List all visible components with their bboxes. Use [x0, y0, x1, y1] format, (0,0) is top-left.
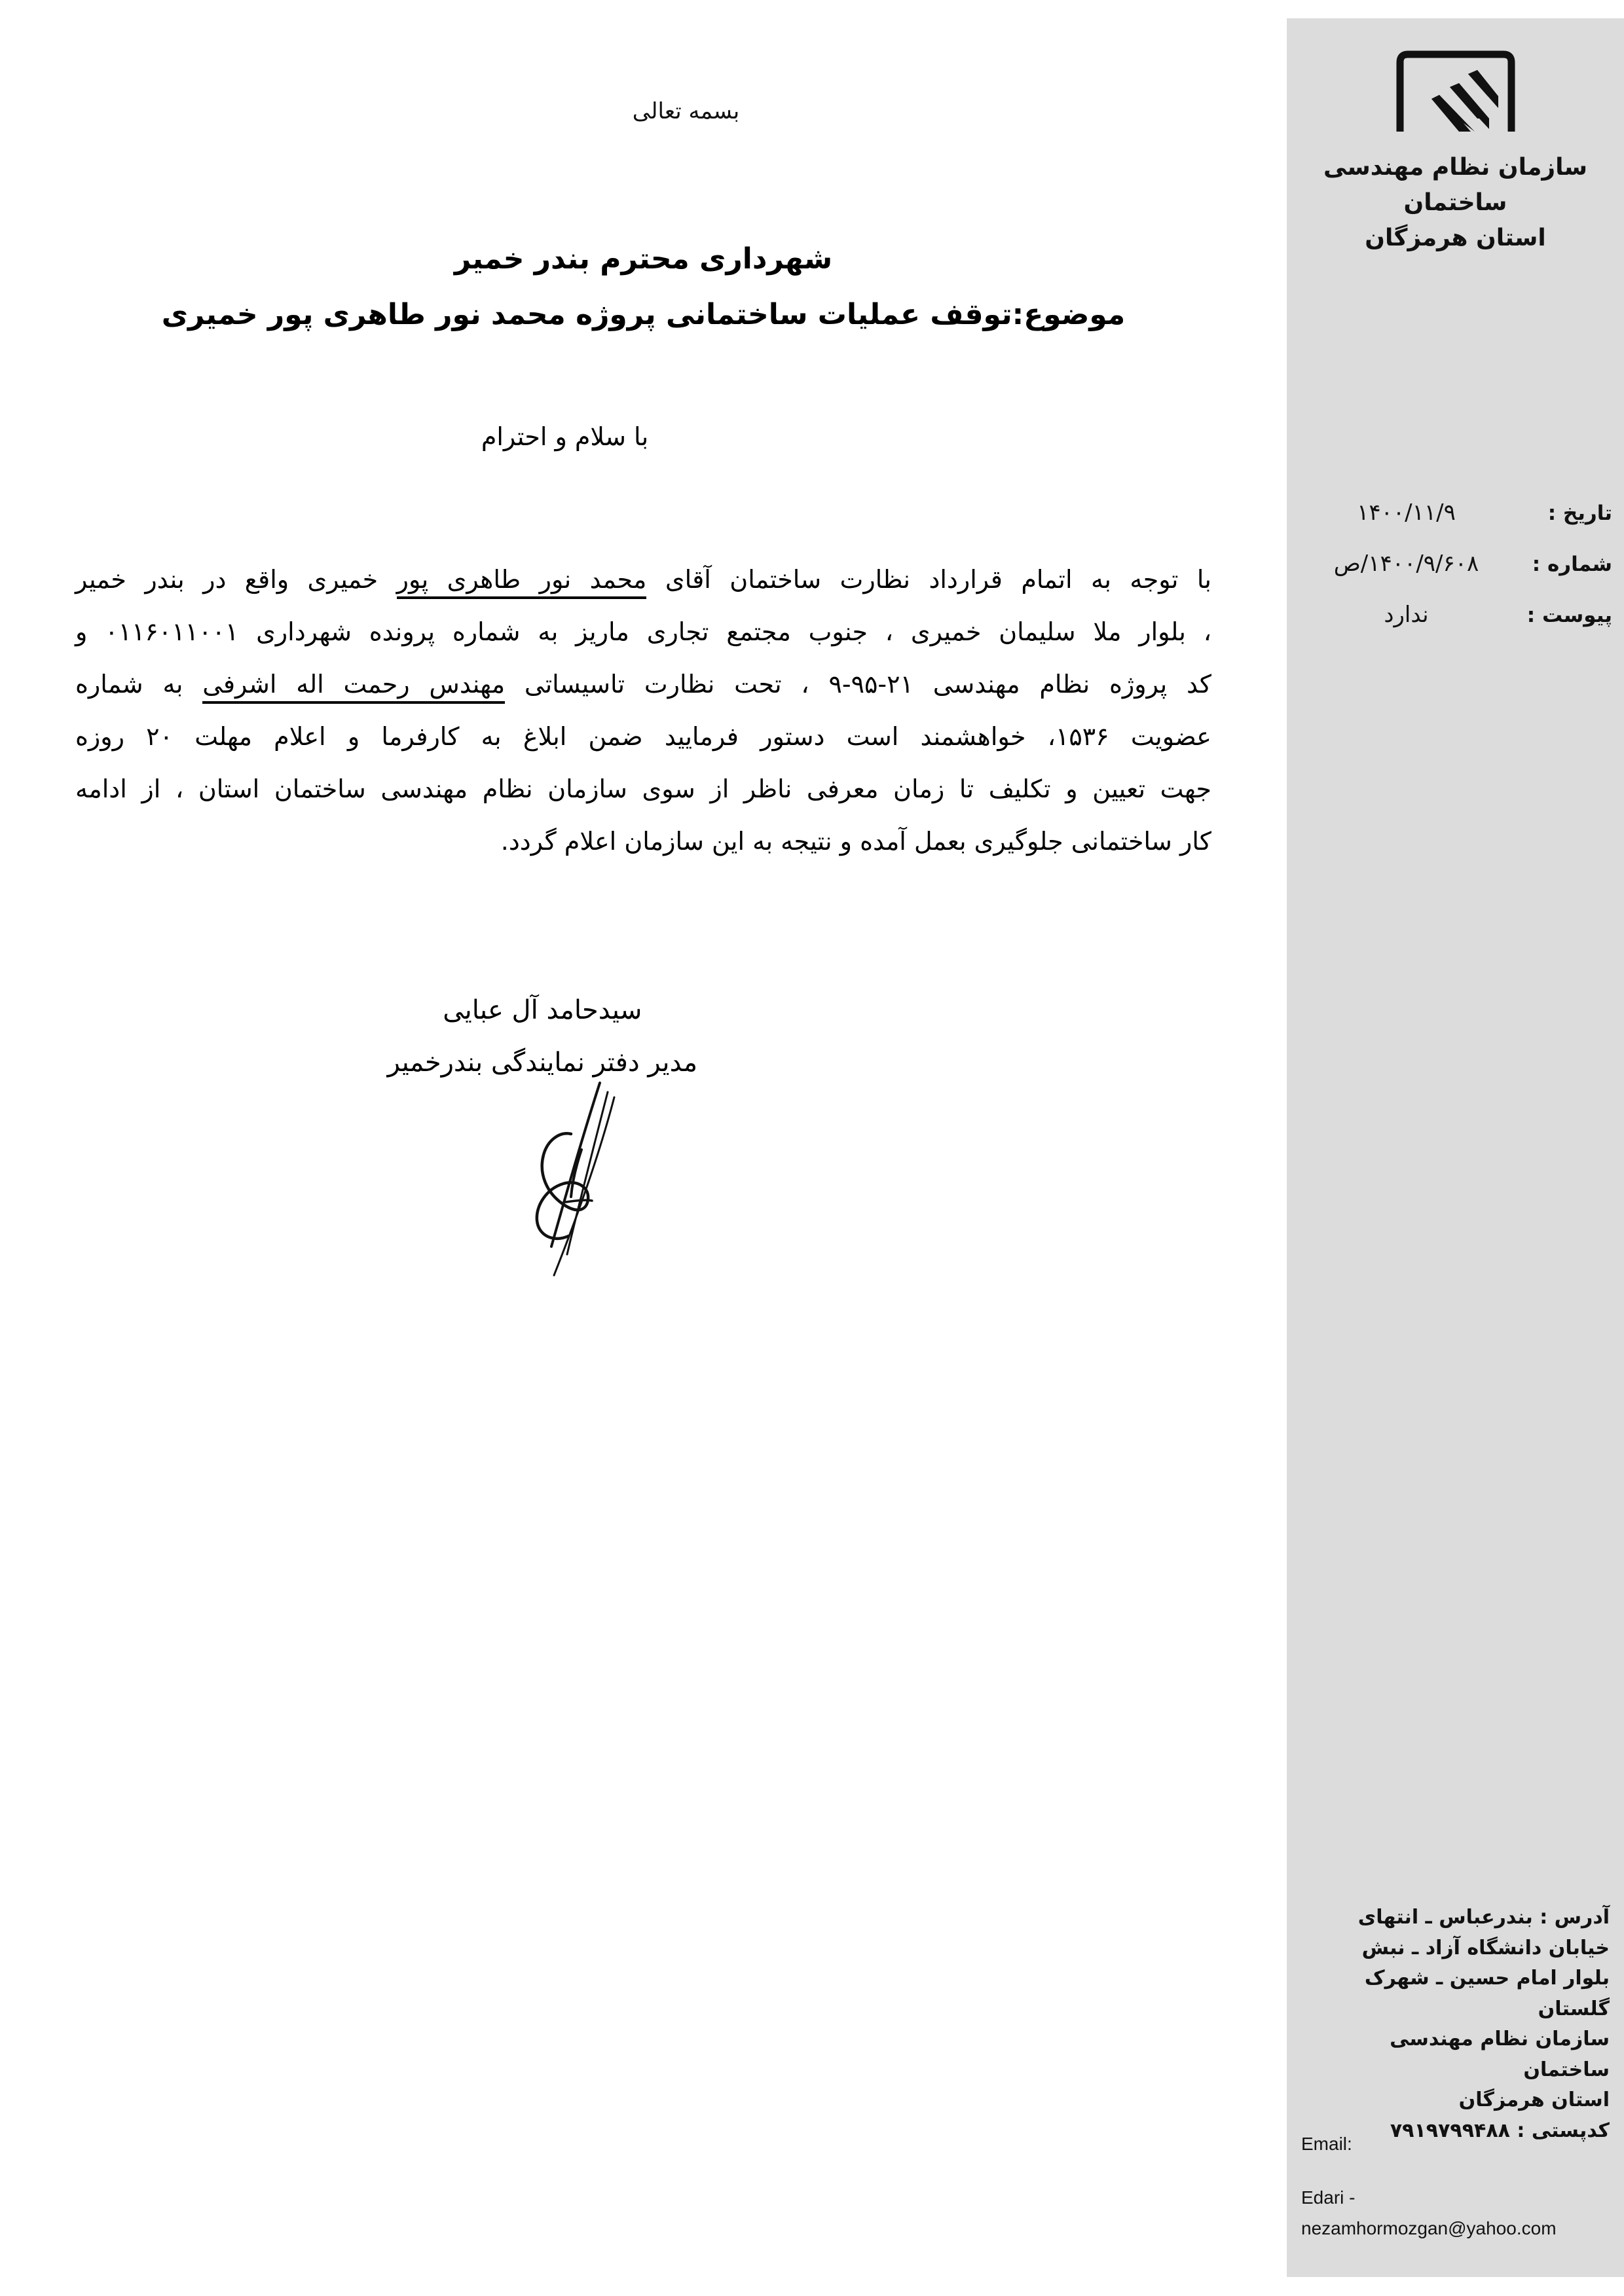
address-line-4: گلستان: [1538, 1997, 1610, 2020]
footer-email: [1301, 2128, 1610, 2244]
body-line-4-text: عضویت ۱۵۳۶، خواهشمند است دستور فرمایید ضمن ابلاغ به کارفرما و اعلام مهلت ۲۰ روزه: [75, 722, 1211, 751]
date-label: تاریخ :: [1547, 501, 1612, 525]
footer-address: [1301, 1903, 1610, 2146]
greeting-line: با سلام و احترام: [481, 422, 649, 451]
body-line-3: [75, 658, 1211, 710]
body-line-5-text: جهت تعیین و تکلیف تا زمان معرفی ناظر از سوی سازمان نظام مهندسی ساختمان استان ، از ادامه: [75, 774, 1211, 803]
organization-name-line-2: استان هرمزگان: [1365, 225, 1546, 251]
subject-line: موضوع:توقف عملیات ساختمانی پروژه محمد نور طاهری پور خمیری: [161, 298, 1126, 331]
attachment-value: ندارد: [1384, 602, 1429, 628]
body-line-3-text: کد پروژه نظام مهندسی ۲۱-۹۵-۹ ، تحت نظارت تاسیساتی مهندس رحمت اله اشرفی به شماره: [75, 670, 1211, 704]
attachment-label: پیوست :: [1526, 604, 1612, 627]
address-line-3: بلوار امام حسین ـ شهرک: [1364, 1967, 1610, 1990]
body-line-2: [75, 606, 1211, 658]
body-line-5: [75, 763, 1211, 815]
signatory-name: سیدحامد آل عبایی: [443, 995, 642, 1025]
address-line-5: سازمان نظام مهندسی ساختمان: [1390, 2028, 1610, 2081]
postal-code-line: کدپستی : ۷۹۱۹۷۹۹۴۸۸: [1390, 2119, 1610, 2142]
body-line-1-text: با توجه به اتمام قرارداد نظارت ساختمان آقای محمد نور طاهری پور خمیری واقع در بندر خمیر: [75, 565, 1211, 599]
address-line-6: استان هرمزگان: [1458, 2088, 1610, 2111]
underlined-name: مهندس رحمت اله اشرفی: [202, 670, 505, 704]
underlined-name: محمد نور طاهری پور: [397, 565, 647, 599]
body-line-1: [75, 553, 1211, 606]
recipient-line: شهرداری محترم بندر خمیر: [454, 242, 833, 276]
building-stairs-logo-icon: [1393, 48, 1518, 133]
body-line-6: [75, 815, 1211, 867]
organization-name: [1287, 150, 1624, 256]
basmalah-invocation: بسمه تعالی: [632, 98, 740, 124]
organization-name-line-1: سازمان نظام مهندسی ساختمان: [1323, 154, 1588, 216]
signatory-title: مدیر دفتر نمایندگی بندرخمیر: [387, 1048, 697, 1078]
address-line-2: خیابان دانشگاه آزاد ـ نبش: [1361, 1936, 1610, 1959]
handwritten-signature-icon: [388, 1071, 835, 1290]
body-line-2-text: ، بلوار ملا سلیمان خمیری ، جنوب مجتمع تجاری ماریز به شماره پرونده شهرداری ۰۱۱۶۰۱۱۰۰۱ و: [75, 617, 1211, 646]
letterhead-sidebar-inner: [1287, 18, 1624, 2277]
address-line-1: آدرس : بندرعباس ـ انتهای: [1357, 1906, 1610, 1929]
body-line-6-text: کار ساختمانی جلوگیری بعمل آمده و نتیجه به این سازمان اعلام گردد.: [500, 827, 1211, 856]
date-value: ۱۴۰۰/۱۱/۹: [1357, 500, 1456, 526]
organization-logo-block: [1287, 48, 1624, 256]
metadata-row-attachment: [1299, 602, 1612, 628]
metadata-row-date: [1299, 500, 1612, 526]
letter-body-text: [75, 553, 1211, 867]
letter-metadata: [1299, 500, 1612, 653]
email-value[interactable]: Edari - nezamhormozgan@yahoo.com: [1301, 2187, 1557, 2239]
letterhead-sidebar: [1287, 18, 1624, 2277]
signature-block: [388, 995, 697, 1290]
body-line-4: [75, 710, 1211, 763]
number-value: ۱۴۰۰/۹/۶۰۸/ص: [1333, 551, 1479, 577]
metadata-row-number: [1299, 551, 1612, 577]
number-label: شماره :: [1532, 553, 1612, 576]
email-label: Email:: [1301, 2134, 1352, 2155]
